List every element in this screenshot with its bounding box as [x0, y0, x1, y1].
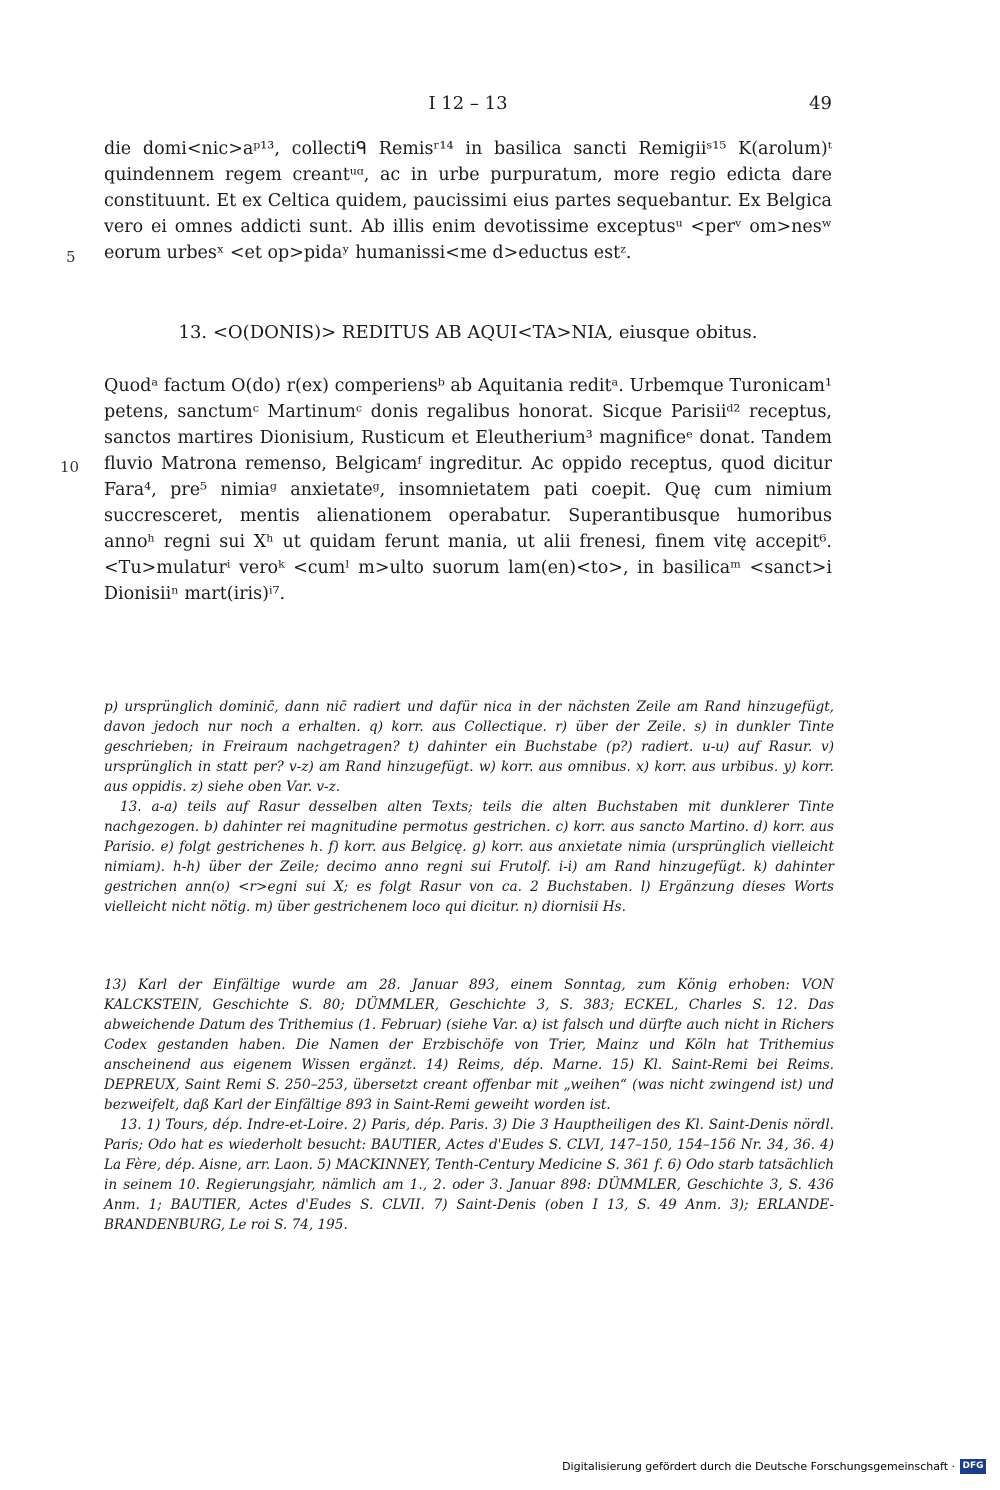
paragraph-coronation: die domi<nic>aᵖ¹³, collectiᑫ Remisʳ¹⁴ in basilica sancti Remigiiˢ¹⁵ K(arolum)ᵗ quindennem regem creantᵘᵅ, ac in urbe purpuratum, more regio edicta dare constituunt. Et ex Celtica quidem, paucissimi eius partes sequebantur. Ex Belgica vero ei omnes addicti sunt. Ab illis enim devotissime exceptusᵘ <perᵛ om>nesʷ eorum urbesˣ <et op>pidaʸ humanissi<me d>eductus estᶻ.	[104, 139, 832, 263]
page-number: 49	[809, 93, 832, 114]
variant-notes-paragraph-13: 13. a-a) teils auf Rasur desselben alten Texts; teils die alten Buchstaben mit dunklerer Tinte nachgezogen. b) dahinter rei magnitudine permotus gestrichen. c) korr. aus sancto Martino. d) korr. aus Parisio. e) folgt gestrichenes h. f) korr. aus Belgicę. g) korr. aus anxietate nimia (ursprünglich vielleicht nimiam). h-h) über der Zeile; decimo anno regni sui Frutolf. i-i) am Rand hinzugefügt. k) dahinter gestrichen ann(o) <r>egni sui X; es folgt Rasur von ca. 2 Buchstaben. l) Ergänzung dieses Worts vielleicht nicht nötig. m) über gestrichenem loco qui dicitur. n) diornisii Hs.	[104, 799, 834, 915]
commentary-paragraph-12: 13) Karl der Einfältige wurde am 28. Januar 893, einem Sonntag, zum König erhoben: VON KALCKSTEIN, Geschichte S. 80; DÜMMLER, Geschichte 3, S. 383; ECKEL, Charles S. 12. Das abweichende Datum des Trithemius (1. Februar) (siehe Var. α) ist falsch und dürfte auch nicht in Richers Codex gestanden haben. Die Namen der Erzbischöfe von Trier, Mainz und Köln hat Trithemius anscheinend aus eigenem Wissen ergänzt. 14) Reims, dép. Marne. 15) Kl. Saint-Remi bei Reims. DEPREUX, Saint Remi S. 250–253, übersetzt creant offenbar mit „weihen“ (was nicht zwingend ist) und bezweifelt, daß Karl der Einfältige 893 in Saint-Remi geweiht worden ist.	[104, 977, 834, 1113]
line-number-5: 5	[66, 248, 76, 266]
variant-notes	[104, 697, 834, 917]
paragraph-odo: Quodᵃ factum O(do) r(ex) comperiensᵇ ab Aquitania reditᵃ. Urbemque Turonicam¹ petens, sanctumᶜ Martinumᶜ donis regalibus honorat. Sicque Parisiiᵈ² receptus, sanctos martires Dionisium, Rusticum et Eleutherium³ magnificeᵉ donat. Tandem fluvio Matrona remenso, Belgicamᶠ ingreditur. Ac oppido receptus, quod dicitur Fara⁴, pre⁵ nimiaᵍ anxietateᵍ, insomnietatem pati coepit. Quę cum nimium succresceret, mentis alienationem operabatur. Superantibusque humoribus annoʰ regni sui Xʰ ut quidam ferunt mania, ut alii frenesi, finem vitę accepit⁶. <Tu>mulaturⁱ veroᵏ <cumˡ m>ulto suorum lam(en)<to>, in basilicaᵐ <sanct>i Dionisiiⁿ mart(iris)ⁱ⁷.	[104, 376, 832, 604]
dfg-logo-icon: DFG	[960, 1459, 986, 1474]
running-header	[104, 90, 832, 118]
running-title: I 12 – 13	[428, 93, 508, 114]
footer	[562, 1459, 986, 1474]
main-text-part2	[104, 373, 832, 607]
commentary-paragraph-13: 13. 1) Tours, dép. Indre-et-Loire. 2) Paris, dép. Paris. 3) Die 3 Hauptheiligen des Kl. Saint-Denis nördl. Paris; Odo hat es wiederholt besucht: BAUTIER, Actes d'Eudes S. CLVI, 147–150, 154–156 Nr. 34, 36. 4) La Fère, dép. Aisne, arr. Laon. 5) MACKINNEY, Tenth-Century Medicine S. 361 f. 6) Odo starb tatsächlich in seinem 10. Regierungsjahr, nämlich am 1., 2. oder 3. Januar 898: DÜMMLER, Geschichte 3, S. 436 Anm. 1; BAUTIER, Actes d'Eudes S. CLVII. 7) Saint-Denis (oben I 13, S. 49 Anm. 3); ERLANDE-BRANDENBURG, Le roi S. 74, 195.	[104, 1117, 834, 1233]
commentary-notes	[104, 975, 834, 1235]
line-number-10: 10	[60, 458, 80, 476]
footer-text: Digitalisierung gefördert durch die Deutsche Forschungsgemeinschaft ·	[562, 1460, 955, 1473]
section-heading: 13. <O(DONIS)> REDITUS AB AQUI<TA>NIA, eiusque obitus.	[178, 322, 758, 343]
main-text-part1	[104, 136, 832, 266]
variant-notes-paragraph-12: p) ursprünglich dominic̄, dann nic̄ radiert und dafür nica in der nächsten Zeile am Rand hinzugefügt, davon jedoch nur noch a erhalten. q) korr. aus Collectique. r) über der Zeile. s) in dunkler Tinte geschrieben; in Freiraum nachgetragen? t) dahinter ein Buchstabe (p?) radiert. u-u) auf Rasur. v) ursprünglich in statt per? v-z) am Rand hinzugefügt. w) korr. aus omnibus. x) korr. aus urbibus. y) korr. aus oppidis. z) siehe oben Var. v-z.	[104, 699, 834, 795]
